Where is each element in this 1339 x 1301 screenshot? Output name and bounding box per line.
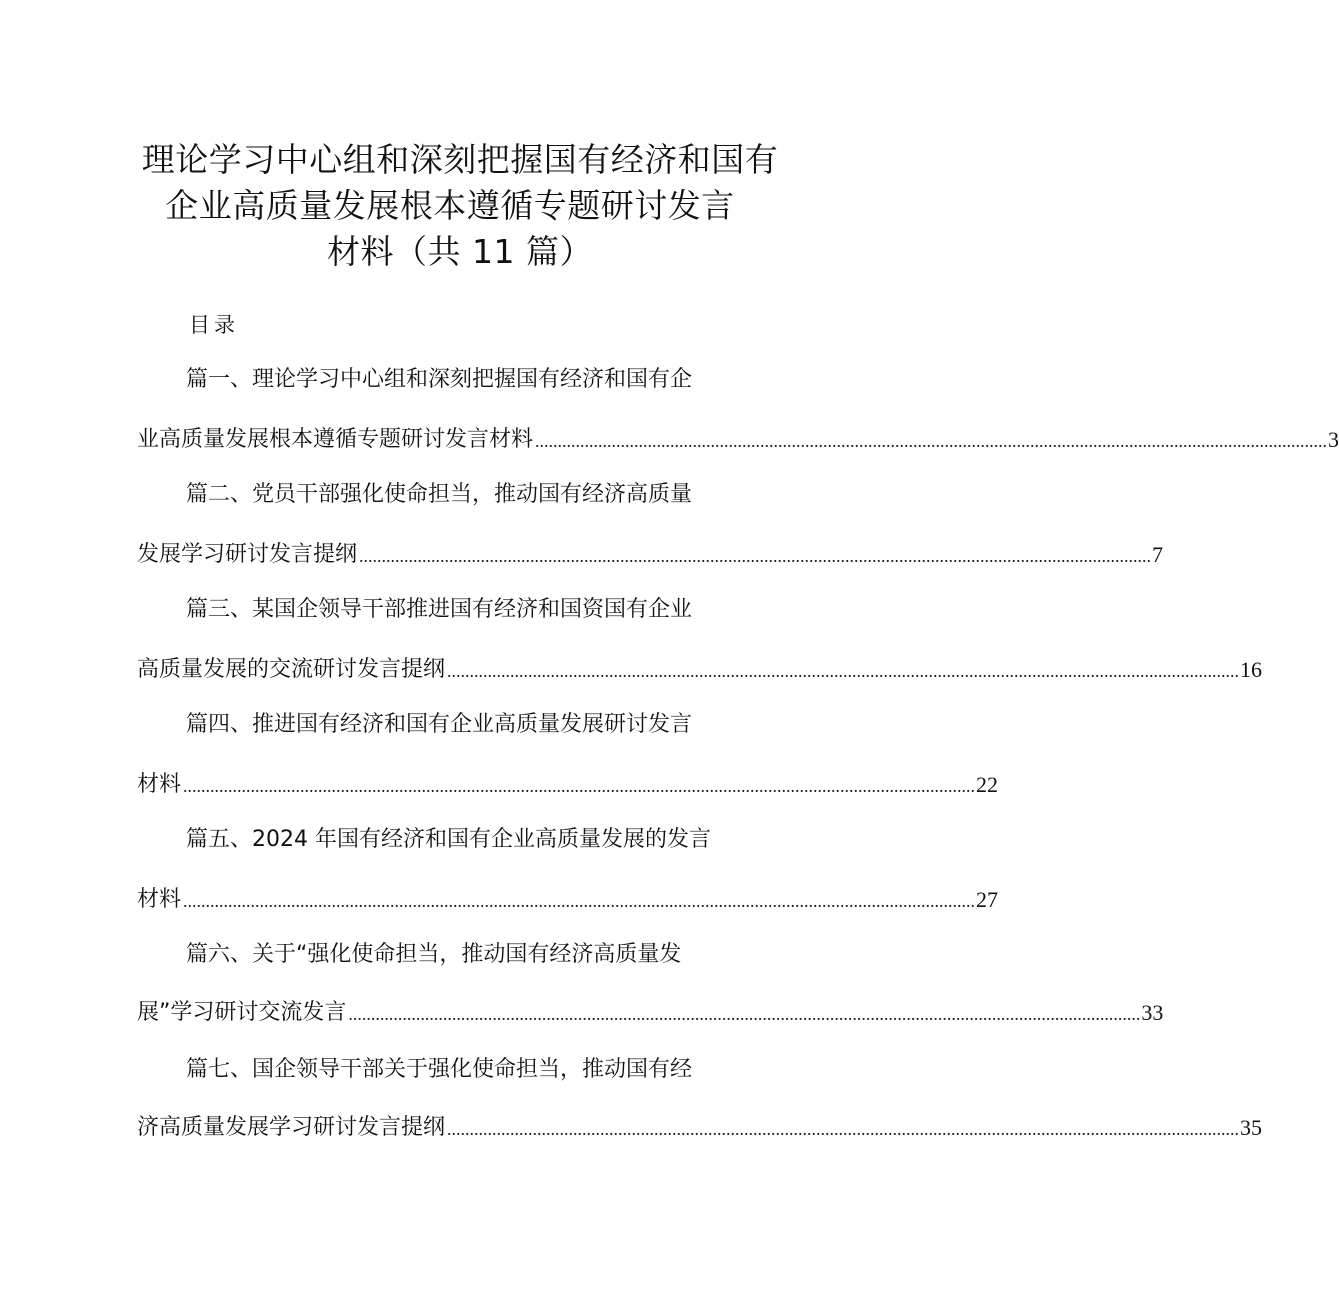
- toc-entry-5-leader: ................................................................................................................................................................................: [183, 891, 976, 911]
- toc-entry-7-continuation: 济高质量发展学习研讨发言提纲: [137, 1115, 446, 1140]
- toc-entry-1-leader: ................................................................................................................................................................................: [535, 431, 1328, 451]
- toc-entry-4-page: 22: [976, 772, 999, 797]
- toc-entry-7-page: 35: [1240, 1115, 1263, 1140]
- document-title-line-3: 材料（共 11 篇）: [327, 232, 593, 271]
- toc-entry-7-title[interactable]: 篇七、国企领导干部关于强化使命担当，推动国有经: [186, 1057, 693, 1082]
- toc-entry-7-leader: ................................................................................................................................................................................: [447, 1119, 1240, 1139]
- toc-entry-5-page: 27: [976, 887, 999, 912]
- toc-entry-2-continuation: 发展学习研讨发言提纲: [137, 542, 358, 567]
- toc-entry-2-title[interactable]: 篇二、党员干部强化使命担当，推动国有经济高质量: [186, 482, 693, 507]
- toc-entry-3-page: 16: [1240, 657, 1263, 682]
- toc-entry-6-continuation: 展”学习研讨交流发言: [137, 1000, 347, 1025]
- toc-entry-4[interactable]: [137, 769, 999, 799]
- toc-entry-4-leader: ................................................................................................................................................................................: [183, 776, 976, 796]
- toc-entry-3-continuation: 高质量发展的交流研讨发言提纲: [137, 657, 446, 682]
- toc-entry-6-leader: ................................................................................................................................................................................: [348, 1004, 1141, 1024]
- toc-entry-5[interactable]: [137, 884, 999, 914]
- toc-entry-1-title[interactable]: 篇一、理论学习中心组和深刻把握国有经济和国有企: [186, 367, 693, 392]
- toc-entry-5-title[interactable]: 篇五、2024 年国有经济和国有企业高质量发展的发言: [186, 827, 711, 852]
- document-title-line-2: 企业高质量发展根本遵循专题研讨发言: [165, 186, 735, 225]
- toc-entry-6-page: 33: [1141, 1000, 1164, 1025]
- toc-entry-3-title[interactable]: 篇三、某国企领导干部推进国有经济和国资国有企业: [186, 597, 693, 622]
- toc-entry-5-continuation: 材料: [137, 887, 182, 912]
- toc-entry-6[interactable]: [137, 997, 1164, 1027]
- document-title-line-1: 理论学习中心组和深刻把握国有经济和国有: [141, 140, 779, 179]
- toc-entry-3[interactable]: [137, 654, 1263, 684]
- toc-entry-3-leader: ................................................................................................................................................................................: [447, 661, 1240, 681]
- toc-entry-6-title[interactable]: 篇六、关于“强化使命担当，推动国有经济高质量发: [186, 942, 682, 967]
- toc-entry-2-page: 7: [1152, 542, 1164, 567]
- toc-heading: 目录: [189, 313, 239, 337]
- toc-entry-4-continuation: 材料: [137, 772, 182, 797]
- toc-entry-1-continuation: 业高质量发展根本遵循专题研讨发言材料: [137, 427, 534, 452]
- toc-entry-1-page: 3: [1328, 427, 1339, 452]
- toc-entry-2-leader: ................................................................................................................................................................................: [359, 546, 1152, 566]
- toc-entry-4-title[interactable]: 篇四、推进国有经济和国有企业高质量发展研讨发言: [186, 712, 693, 737]
- toc-entry-2[interactable]: [137, 539, 1164, 569]
- toc-entry-7[interactable]: [137, 1112, 1263, 1142]
- toc-entry-1[interactable]: [137, 424, 1339, 454]
